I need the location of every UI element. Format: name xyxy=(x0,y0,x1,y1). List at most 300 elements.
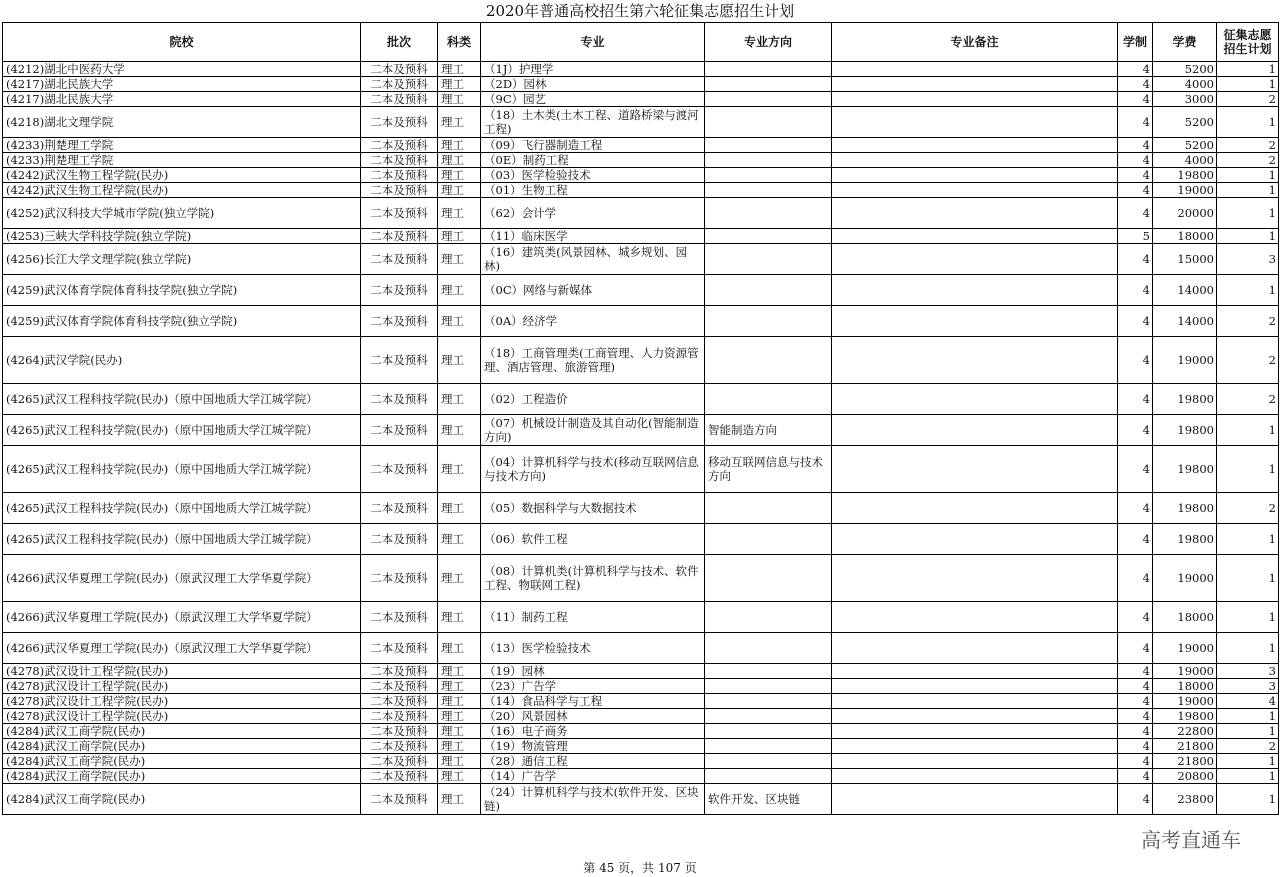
cell-direction xyxy=(705,168,832,183)
cell-batch: 二本及预科 xyxy=(361,62,438,77)
cell-years: 4 xyxy=(1118,138,1153,153)
cell-fee: 19800 xyxy=(1153,709,1217,724)
cell-category: 理工 xyxy=(438,384,481,415)
cell-category: 理工 xyxy=(438,679,481,694)
cell-note xyxy=(832,92,1118,107)
table-row xyxy=(3,784,1279,815)
cell-category: 理工 xyxy=(438,138,481,153)
cell-plan: 1 xyxy=(1217,555,1279,602)
cell-years: 4 xyxy=(1118,384,1153,415)
cell-direction xyxy=(705,198,832,229)
table-row xyxy=(3,306,1279,337)
table-row xyxy=(3,229,1279,244)
header-years: 学制 xyxy=(1118,23,1153,62)
cell-plan: 3 xyxy=(1217,244,1279,275)
cell-years: 4 xyxy=(1118,664,1153,679)
cell-major: （0A）经济学 xyxy=(481,306,705,337)
table-row xyxy=(3,153,1279,168)
cell-years: 4 xyxy=(1118,679,1153,694)
cell-note xyxy=(832,784,1118,815)
cell-fee: 19800 xyxy=(1153,415,1217,446)
cell-direction xyxy=(705,229,832,244)
cell-plan: 1 xyxy=(1217,446,1279,493)
cell-note xyxy=(832,183,1118,198)
cell-major: （14）食品科学与工程 xyxy=(481,694,705,709)
cell-years: 4 xyxy=(1118,602,1153,633)
cell-years: 4 xyxy=(1118,107,1153,138)
cell-category: 理工 xyxy=(438,446,481,493)
table-row xyxy=(3,709,1279,724)
cell-note xyxy=(832,153,1118,168)
cell-years: 4 xyxy=(1118,784,1153,815)
cell-category: 理工 xyxy=(438,306,481,337)
cell-category: 理工 xyxy=(438,153,481,168)
cell-major: （23）广告学 xyxy=(481,679,705,694)
cell-batch: 二本及预科 xyxy=(361,493,438,524)
cell-batch: 二本及预科 xyxy=(361,664,438,679)
cell-batch: 二本及预科 xyxy=(361,198,438,229)
cell-fee: 5200 xyxy=(1153,138,1217,153)
cell-plan: 1 xyxy=(1217,602,1279,633)
cell-major: （11）临床医学 xyxy=(481,229,705,244)
table-row xyxy=(3,664,1279,679)
cell-note xyxy=(832,739,1118,754)
cell-major: （03）医学检验技术 xyxy=(481,168,705,183)
cell-direction xyxy=(705,138,832,153)
cell-direction xyxy=(705,384,832,415)
cell-batch: 二本及预科 xyxy=(361,754,438,769)
cell-years: 4 xyxy=(1118,153,1153,168)
cell-direction xyxy=(705,555,832,602)
cell-plan: 1 xyxy=(1217,62,1279,77)
cell-batch: 二本及预科 xyxy=(361,77,438,92)
cell-category: 理工 xyxy=(438,555,481,602)
cell-note xyxy=(832,724,1118,739)
cell-batch: 二本及预科 xyxy=(361,446,438,493)
cell-major: （18）工商管理类(工商管理、人力资源管理、酒店管理、旅游管理) xyxy=(481,337,705,384)
cell-batch: 二本及预科 xyxy=(361,709,438,724)
cell-category: 理工 xyxy=(438,415,481,446)
cell-major: （24）计算机科学与技术(软件开发、区块链) xyxy=(481,784,705,815)
cell-school: (4278)武汉设计工程学院(民办) xyxy=(3,664,361,679)
cell-school: (4217)湖北民族大学 xyxy=(3,77,361,92)
cell-school: (4278)武汉设计工程学院(民办) xyxy=(3,694,361,709)
cell-years: 4 xyxy=(1118,739,1153,754)
header-note: 专业备注 xyxy=(832,23,1118,62)
cell-years: 4 xyxy=(1118,337,1153,384)
cell-note xyxy=(832,198,1118,229)
cell-batch: 二本及预科 xyxy=(361,183,438,198)
cell-batch: 二本及预科 xyxy=(361,275,438,306)
header-fee: 学费 xyxy=(1153,23,1217,62)
cell-plan: 3 xyxy=(1217,664,1279,679)
table-row xyxy=(3,754,1279,769)
cell-plan: 2 xyxy=(1217,138,1279,153)
cell-direction xyxy=(705,664,832,679)
cell-direction xyxy=(705,739,832,754)
cell-plan: 2 xyxy=(1217,306,1279,337)
cell-direction xyxy=(705,709,832,724)
cell-fee: 3000 xyxy=(1153,92,1217,107)
cell-years: 4 xyxy=(1118,694,1153,709)
cell-fee: 19000 xyxy=(1153,183,1217,198)
cell-direction: 智能制造方向 xyxy=(705,415,832,446)
table-row xyxy=(3,384,1279,415)
cell-major: （14）广告学 xyxy=(481,769,705,784)
cell-note xyxy=(832,694,1118,709)
cell-plan: 1 xyxy=(1217,275,1279,306)
cell-years: 4 xyxy=(1118,633,1153,664)
cell-years: 5 xyxy=(1118,229,1153,244)
cell-direction xyxy=(705,306,832,337)
cell-note xyxy=(832,168,1118,183)
cell-note xyxy=(832,229,1118,244)
cell-fee: 18000 xyxy=(1153,229,1217,244)
cell-major: （02）工程造价 xyxy=(481,384,705,415)
cell-school: (4217)湖北民族大学 xyxy=(3,92,361,107)
cell-major: （0E）制药工程 xyxy=(481,153,705,168)
cell-major: （2D）园林 xyxy=(481,77,705,92)
table-row xyxy=(3,555,1279,602)
cell-school: (4233)荆楚理工学院 xyxy=(3,138,361,153)
cell-major: （1J）护理学 xyxy=(481,62,705,77)
cell-direction xyxy=(705,754,832,769)
cell-years: 4 xyxy=(1118,709,1153,724)
cell-plan: 1 xyxy=(1217,107,1279,138)
cell-plan: 1 xyxy=(1217,183,1279,198)
cell-direction xyxy=(705,493,832,524)
cell-direction xyxy=(705,724,832,739)
table-row xyxy=(3,694,1279,709)
table-row xyxy=(3,138,1279,153)
cell-note xyxy=(832,337,1118,384)
cell-note xyxy=(832,664,1118,679)
cell-school: (4264)武汉学院(民办) xyxy=(3,337,361,384)
cell-direction xyxy=(705,275,832,306)
cell-batch: 二本及预科 xyxy=(361,153,438,168)
header-school: 院校 xyxy=(3,23,361,62)
cell-plan: 1 xyxy=(1217,784,1279,815)
cell-school: (4242)武汉生物工程学院(民办) xyxy=(3,168,361,183)
admission-plan-table xyxy=(2,22,1279,815)
cell-school: (4278)武汉设计工程学院(民办) xyxy=(3,679,361,694)
cell-direction xyxy=(705,524,832,555)
cell-direction xyxy=(705,337,832,384)
cell-fee: 4000 xyxy=(1153,77,1217,92)
cell-years: 4 xyxy=(1118,724,1153,739)
cell-fee: 21800 xyxy=(1153,754,1217,769)
cell-plan: 2 xyxy=(1217,739,1279,754)
table-row xyxy=(3,337,1279,384)
cell-plan: 1 xyxy=(1217,754,1279,769)
cell-note xyxy=(832,602,1118,633)
cell-major: （09）飞行器制造工程 xyxy=(481,138,705,153)
cell-direction: 软件开发、区块链 xyxy=(705,784,832,815)
cell-plan: 4 xyxy=(1217,694,1279,709)
cell-batch: 二本及预科 xyxy=(361,769,438,784)
cell-school: (4266)武汉华夏理工学院(民办)（原武汉理工大学华夏学院） xyxy=(3,555,361,602)
cell-years: 4 xyxy=(1118,446,1153,493)
cell-direction xyxy=(705,769,832,784)
cell-years: 4 xyxy=(1118,493,1153,524)
cell-school: (4265)武汉工程科技学院(民办)（原中国地质大学江城学院） xyxy=(3,384,361,415)
cell-years: 4 xyxy=(1118,62,1153,77)
cell-batch: 二本及预科 xyxy=(361,107,438,138)
cell-years: 4 xyxy=(1118,754,1153,769)
cell-fee: 5200 xyxy=(1153,107,1217,138)
cell-note xyxy=(832,446,1118,493)
table-row xyxy=(3,679,1279,694)
cell-school: (4212)湖北中医药大学 xyxy=(3,62,361,77)
cell-plan: 1 xyxy=(1217,77,1279,92)
cell-category: 理工 xyxy=(438,198,481,229)
cell-fee: 19000 xyxy=(1153,337,1217,384)
cell-category: 理工 xyxy=(438,92,481,107)
cell-school: (4266)武汉华夏理工学院(民办)（原武汉理工大学华夏学院） xyxy=(3,633,361,664)
cell-direction xyxy=(705,679,832,694)
cell-school: (4278)武汉设计工程学院(民办) xyxy=(3,709,361,724)
cell-school: (4266)武汉华夏理工学院(民办)（原武汉理工大学华夏学院） xyxy=(3,602,361,633)
cell-note xyxy=(832,244,1118,275)
cell-major: （11）制药工程 xyxy=(481,602,705,633)
cell-note xyxy=(832,493,1118,524)
cell-fee: 14000 xyxy=(1153,275,1217,306)
cell-fee: 18000 xyxy=(1153,679,1217,694)
cell-batch: 二本及预科 xyxy=(361,524,438,555)
cell-category: 理工 xyxy=(438,694,481,709)
cell-school: (4233)荆楚理工学院 xyxy=(3,153,361,168)
cell-years: 4 xyxy=(1118,769,1153,784)
cell-batch: 二本及预科 xyxy=(361,602,438,633)
cell-fee: 14000 xyxy=(1153,306,1217,337)
cell-school: (4252)武汉科技大学城市学院(独立学院) xyxy=(3,198,361,229)
cell-school: (4284)武汉工商学院(民办) xyxy=(3,784,361,815)
cell-note xyxy=(832,633,1118,664)
cell-note xyxy=(832,306,1118,337)
cell-direction xyxy=(705,244,832,275)
watermark-text: 高考直通车 xyxy=(1141,828,1241,852)
cell-fee: 22800 xyxy=(1153,724,1217,739)
cell-fee: 19800 xyxy=(1153,524,1217,555)
cell-major: （28）通信工程 xyxy=(481,754,705,769)
table-row xyxy=(3,244,1279,275)
cell-batch: 二本及预科 xyxy=(361,724,438,739)
cell-category: 理工 xyxy=(438,739,481,754)
header-batch: 批次 xyxy=(361,23,438,62)
cell-fee: 18000 xyxy=(1153,602,1217,633)
cell-fee: 19800 xyxy=(1153,493,1217,524)
cell-category: 理工 xyxy=(438,244,481,275)
header-category: 科类 xyxy=(438,23,481,62)
cell-school: (4242)武汉生物工程学院(民办) xyxy=(3,183,361,198)
cell-fee: 4000 xyxy=(1153,153,1217,168)
cell-note xyxy=(832,679,1118,694)
cell-note xyxy=(832,769,1118,784)
cell-school: (4253)三峡大学科技学院(独立学院) xyxy=(3,229,361,244)
cell-plan: 3 xyxy=(1217,679,1279,694)
header-major: 专业 xyxy=(481,23,705,62)
cell-plan: 1 xyxy=(1217,415,1279,446)
table-row xyxy=(3,62,1279,77)
cell-category: 理工 xyxy=(438,62,481,77)
cell-school: (4265)武汉工程科技学院(民办)（原中国地质大学江城学院） xyxy=(3,524,361,555)
cell-direction: 移动互联网信息与技术方向 xyxy=(705,446,832,493)
cell-batch: 二本及预科 xyxy=(361,633,438,664)
cell-fee: 23800 xyxy=(1153,784,1217,815)
table-row xyxy=(3,739,1279,754)
document-title: 2020年普通高校招生第六轮征集志愿招生计划 xyxy=(485,2,795,20)
cell-fee: 20000 xyxy=(1153,198,1217,229)
cell-note xyxy=(832,384,1118,415)
cell-years: 4 xyxy=(1118,92,1153,107)
cell-category: 理工 xyxy=(438,275,481,306)
cell-category: 理工 xyxy=(438,183,481,198)
cell-plan: 2 xyxy=(1217,92,1279,107)
cell-category: 理工 xyxy=(438,602,481,633)
cell-major: （18）土木类(土木工程、道路桥梁与渡河工程) xyxy=(481,107,705,138)
cell-plan: 2 xyxy=(1217,384,1279,415)
cell-fee: 19000 xyxy=(1153,555,1217,602)
cell-years: 4 xyxy=(1118,306,1153,337)
cell-years: 4 xyxy=(1118,555,1153,602)
cell-major: （04）计算机科学与技术(移动互联网信息与技术方向) xyxy=(481,446,705,493)
cell-major: （20）风景园林 xyxy=(481,709,705,724)
cell-years: 4 xyxy=(1118,244,1153,275)
cell-category: 理工 xyxy=(438,784,481,815)
cell-note xyxy=(832,107,1118,138)
cell-school: (4284)武汉工商学院(民办) xyxy=(3,769,361,784)
cell-fee: 20800 xyxy=(1153,769,1217,784)
table-row xyxy=(3,633,1279,664)
cell-major: （0C）网络与新媒体 xyxy=(481,275,705,306)
cell-note xyxy=(832,709,1118,724)
table-row xyxy=(3,446,1279,493)
cell-plan: 1 xyxy=(1217,229,1279,244)
cell-category: 理工 xyxy=(438,107,481,138)
cell-plan: 1 xyxy=(1217,724,1279,739)
cell-fee: 19000 xyxy=(1153,664,1217,679)
cell-batch: 二本及预科 xyxy=(361,694,438,709)
cell-school: (4265)武汉工程科技学院(民办)（原中国地质大学江城学院） xyxy=(3,446,361,493)
cell-category: 理工 xyxy=(438,493,481,524)
cell-school: (4265)武汉工程科技学院(民办)（原中国地质大学江城学院） xyxy=(3,493,361,524)
cell-major: （19）物流管理 xyxy=(481,739,705,754)
cell-batch: 二本及预科 xyxy=(361,739,438,754)
cell-major: （06）软件工程 xyxy=(481,524,705,555)
cell-note xyxy=(832,62,1118,77)
table-row xyxy=(3,92,1279,107)
cell-note xyxy=(832,524,1118,555)
cell-batch: 二本及预科 xyxy=(361,415,438,446)
cell-fee: 19800 xyxy=(1153,384,1217,415)
cell-fee: 19800 xyxy=(1153,446,1217,493)
cell-batch: 二本及预科 xyxy=(361,555,438,602)
cell-category: 理工 xyxy=(438,229,481,244)
table-row xyxy=(3,107,1279,138)
cell-note xyxy=(832,754,1118,769)
cell-category: 理工 xyxy=(438,724,481,739)
cell-batch: 二本及预科 xyxy=(361,337,438,384)
cell-batch: 二本及预科 xyxy=(361,384,438,415)
cell-note xyxy=(832,138,1118,153)
cell-direction xyxy=(705,107,832,138)
cell-fee: 5200 xyxy=(1153,62,1217,77)
cell-direction xyxy=(705,92,832,107)
cell-batch: 二本及预科 xyxy=(361,229,438,244)
cell-category: 理工 xyxy=(438,337,481,384)
cell-direction xyxy=(705,602,832,633)
table-row xyxy=(3,769,1279,784)
cell-batch: 二本及预科 xyxy=(361,168,438,183)
cell-batch: 二本及预科 xyxy=(361,92,438,107)
cell-school: (4284)武汉工商学院(民办) xyxy=(3,724,361,739)
table-body xyxy=(3,62,1279,815)
cell-note xyxy=(832,555,1118,602)
cell-major: （16）建筑类(风景园林、城乡规划、园林) xyxy=(481,244,705,275)
cell-school: (4265)武汉工程科技学院(民办)（原中国地质大学江城学院） xyxy=(3,415,361,446)
cell-batch: 二本及预科 xyxy=(361,138,438,153)
cell-school: (4259)武汉体育学院体育科技学院(独立学院) xyxy=(3,306,361,337)
cell-years: 4 xyxy=(1118,168,1153,183)
cell-category: 理工 xyxy=(438,664,481,679)
cell-fee: 19800 xyxy=(1153,168,1217,183)
cell-school: (4259)武汉体育学院体育科技学院(独立学院) xyxy=(3,275,361,306)
cell-category: 理工 xyxy=(438,709,481,724)
cell-plan: 2 xyxy=(1217,337,1279,384)
cell-major: （62）会计学 xyxy=(481,198,705,229)
cell-direction xyxy=(705,153,832,168)
cell-plan: 2 xyxy=(1217,153,1279,168)
cell-note xyxy=(832,275,1118,306)
cell-category: 理工 xyxy=(438,633,481,664)
cell-years: 4 xyxy=(1118,183,1153,198)
cell-plan: 1 xyxy=(1217,633,1279,664)
table-row xyxy=(3,493,1279,524)
cell-fee: 19000 xyxy=(1153,633,1217,664)
cell-plan: 1 xyxy=(1217,198,1279,229)
table-row xyxy=(3,602,1279,633)
table-row xyxy=(3,77,1279,92)
cell-direction xyxy=(705,62,832,77)
cell-batch: 二本及预科 xyxy=(361,679,438,694)
table-row xyxy=(3,168,1279,183)
cell-direction xyxy=(705,77,832,92)
cell-major: （9C）园艺 xyxy=(481,92,705,107)
table-row xyxy=(3,183,1279,198)
table-row xyxy=(3,198,1279,229)
cell-category: 理工 xyxy=(438,524,481,555)
header-direction: 专业方向 xyxy=(705,23,832,62)
cell-category: 理工 xyxy=(438,77,481,92)
cell-years: 4 xyxy=(1118,198,1153,229)
cell-years: 4 xyxy=(1118,77,1153,92)
cell-plan: 2 xyxy=(1217,493,1279,524)
cell-note xyxy=(832,415,1118,446)
table-row xyxy=(3,415,1279,446)
cell-note xyxy=(832,77,1118,92)
cell-direction xyxy=(705,183,832,198)
cell-plan: 1 xyxy=(1217,524,1279,555)
cell-category: 理工 xyxy=(438,168,481,183)
cell-batch: 二本及预科 xyxy=(361,244,438,275)
page-number: 第 45 页，共 107 页 xyxy=(583,861,697,875)
cell-plan: 1 xyxy=(1217,168,1279,183)
cell-school: (4284)武汉工商学院(民办) xyxy=(3,739,361,754)
cell-batch: 二本及预科 xyxy=(361,306,438,337)
table-row xyxy=(3,524,1279,555)
cell-years: 4 xyxy=(1118,275,1153,306)
cell-plan: 1 xyxy=(1217,709,1279,724)
